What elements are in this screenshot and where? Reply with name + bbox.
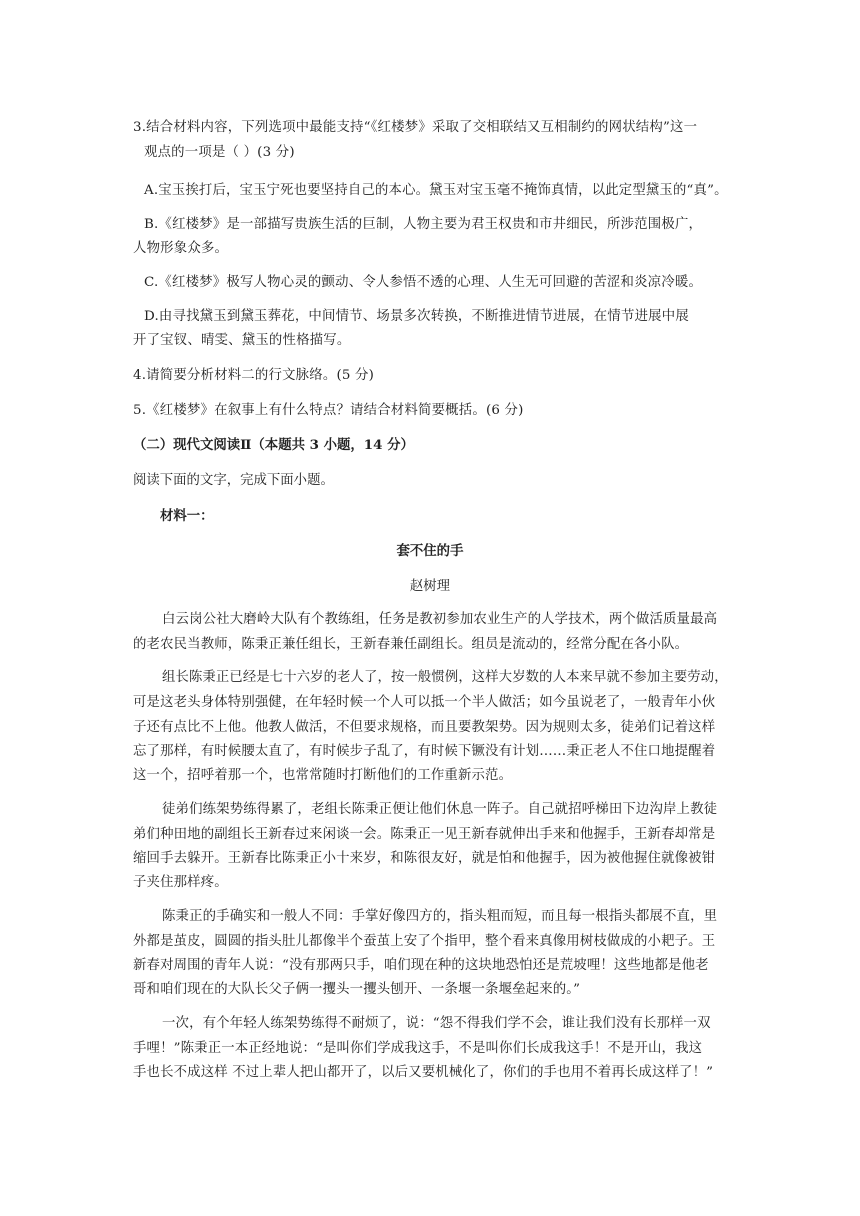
section-heading: （二）现代文阅读Ⅱ（本题共 3 小题，14 分） (133, 437, 414, 453)
question-3-line-2: 观点的一项是（ ）(3 分) (144, 145, 295, 160)
para-3-line: 缩回手去躲开。王新春比陈秉正小十来岁，和陈很友好，就是怕和他握手，因为被他握住就像被钳 (133, 851, 716, 866)
para-3-line: 徒弟们练架势练得累了，老组长陈秉正便让他们休息一阵子。自己就招呼梯田下边沟岸上教徒 (162, 802, 718, 817)
article-title: 套不住的手 (396, 543, 464, 559)
para-4-line: 陈秉正的手确实和一般人不同：手掌好像四方的，指头粗而短，而且每一根指头都展不直，里 (162, 909, 718, 924)
para-4-line: 哥和咱们现在的大队长父子俩一攫头一攫头刨开、一条堰一条堰垒起来的。” (133, 982, 581, 997)
question-4: 4.请简要分析材料二的行文脉络。(5 分) (133, 368, 375, 383)
para-2-line: 子还有点比不上他。他教人做活，不但要求规格，而且要教架势。因为规则太多，徒弟们记着这样 (133, 720, 716, 735)
para-4-line: 外都是茧皮，圆圆的指头肚儿都像半个蚕茧上安了个指甲，整个看来真像用树枝做成的小耙子。王 (133, 934, 716, 949)
option-d-line-1: D.由寻找黛玉到黛玉葬花，中间情节、场景多次转换，不断推进情节进展，在情节进展中展 (144, 309, 689, 324)
para-3-line: 子夹住那样疼。 (133, 875, 228, 890)
para-2-line: 可是这老头身体特别强健，在年轻时候一个人可以抵一个半人做活；如今虽说老了，一般青年小伙 (133, 695, 716, 710)
para-4-line: 新春对周围的青年人说：“没有那两只手，咱们现在种的这块地恐怕还是荒坡哩！这些地都是他老 (133, 958, 709, 973)
para-2-line: 组长陈秉正已经是七十六岁的老人了，按一般惯例，这样大岁数的人本来早就不参加主要劳动， (162, 670, 728, 685)
article-author: 赵树理 (409, 579, 451, 594)
option-c: C.《红楼梦》极写人物心灵的颤动、令人参悟不透的心理、人生无可回避的苦涩和炎凉冷暖。 (144, 275, 703, 290)
option-d-line-2: 开了宝钗、晴雯、黛玉的性格描写。 (133, 333, 351, 348)
para-2-line: 忘了那样，有时候腰太直了，有时候步子乱了，有时候下镢没有计划……秉正老人不住口地提醒着 (133, 744, 716, 759)
question-5: 5.《红楼梦》在叙事上有什么特点？请结合材料简要概括。(6 分) (133, 403, 524, 418)
para-1-line: 的老农民当教师，陈秉正兼任组长，王新春兼任副组长。组员是流动的，经常分配在各小队。 (133, 637, 689, 652)
material-label: 材料一： (160, 508, 214, 524)
para-5-line: 手哩！”陈秉正一本正经地说：“是叫你们学成我这手，不是叫你们长成我这手！不是开山，我这 (133, 1041, 703, 1056)
para-2-line: 这一个，招呼着那一个，也常常随时打断他们的工作重新示范。 (133, 768, 513, 783)
para-5-line: 一次，有个年轻人练架势练得不耐烦了，说：“怨不得我们学不会，谁让我们没有长那样一双 (162, 1016, 711, 1031)
para-3-line: 弟们种田地的副组长王新春过来闲谈一会。陈秉正一见王新春就伸出手来和他握手，王新春却常是 (133, 827, 716, 842)
option-a: A.宝玉挨打后，宝玉宁死也要坚持自己的本心。黛玉对宝玉毫不掩饰真情，以此定型黛玉的“真”。 (144, 183, 728, 198)
option-b-line-2: 人物形象众多。 (133, 241, 229, 256)
para-1-line: 白云岗公社大磨岭大队有个教练组，任务是教初参加农业生产的人学技术，两个做活质量最高 (162, 612, 718, 627)
option-b-line-1: B.《红楼梦》是一部描写贵族生活的巨制，人物主要为君王权贵和市井细民，所涉范围极广， (144, 217, 703, 232)
question-3-line-1: 3.结合材料内容，下列选项中最能支持“《红楼梦》采取了交相联结又互相制约的网状结构”这一 (133, 120, 698, 135)
para-5-line: 手也长不成这样 不过上辈人把山都开了，以后又要机械化了，你们的手也用不着再长成这样了！” (133, 1065, 714, 1080)
instruction: 阅读下面的文字，完成下面小题。 (133, 473, 334, 488)
